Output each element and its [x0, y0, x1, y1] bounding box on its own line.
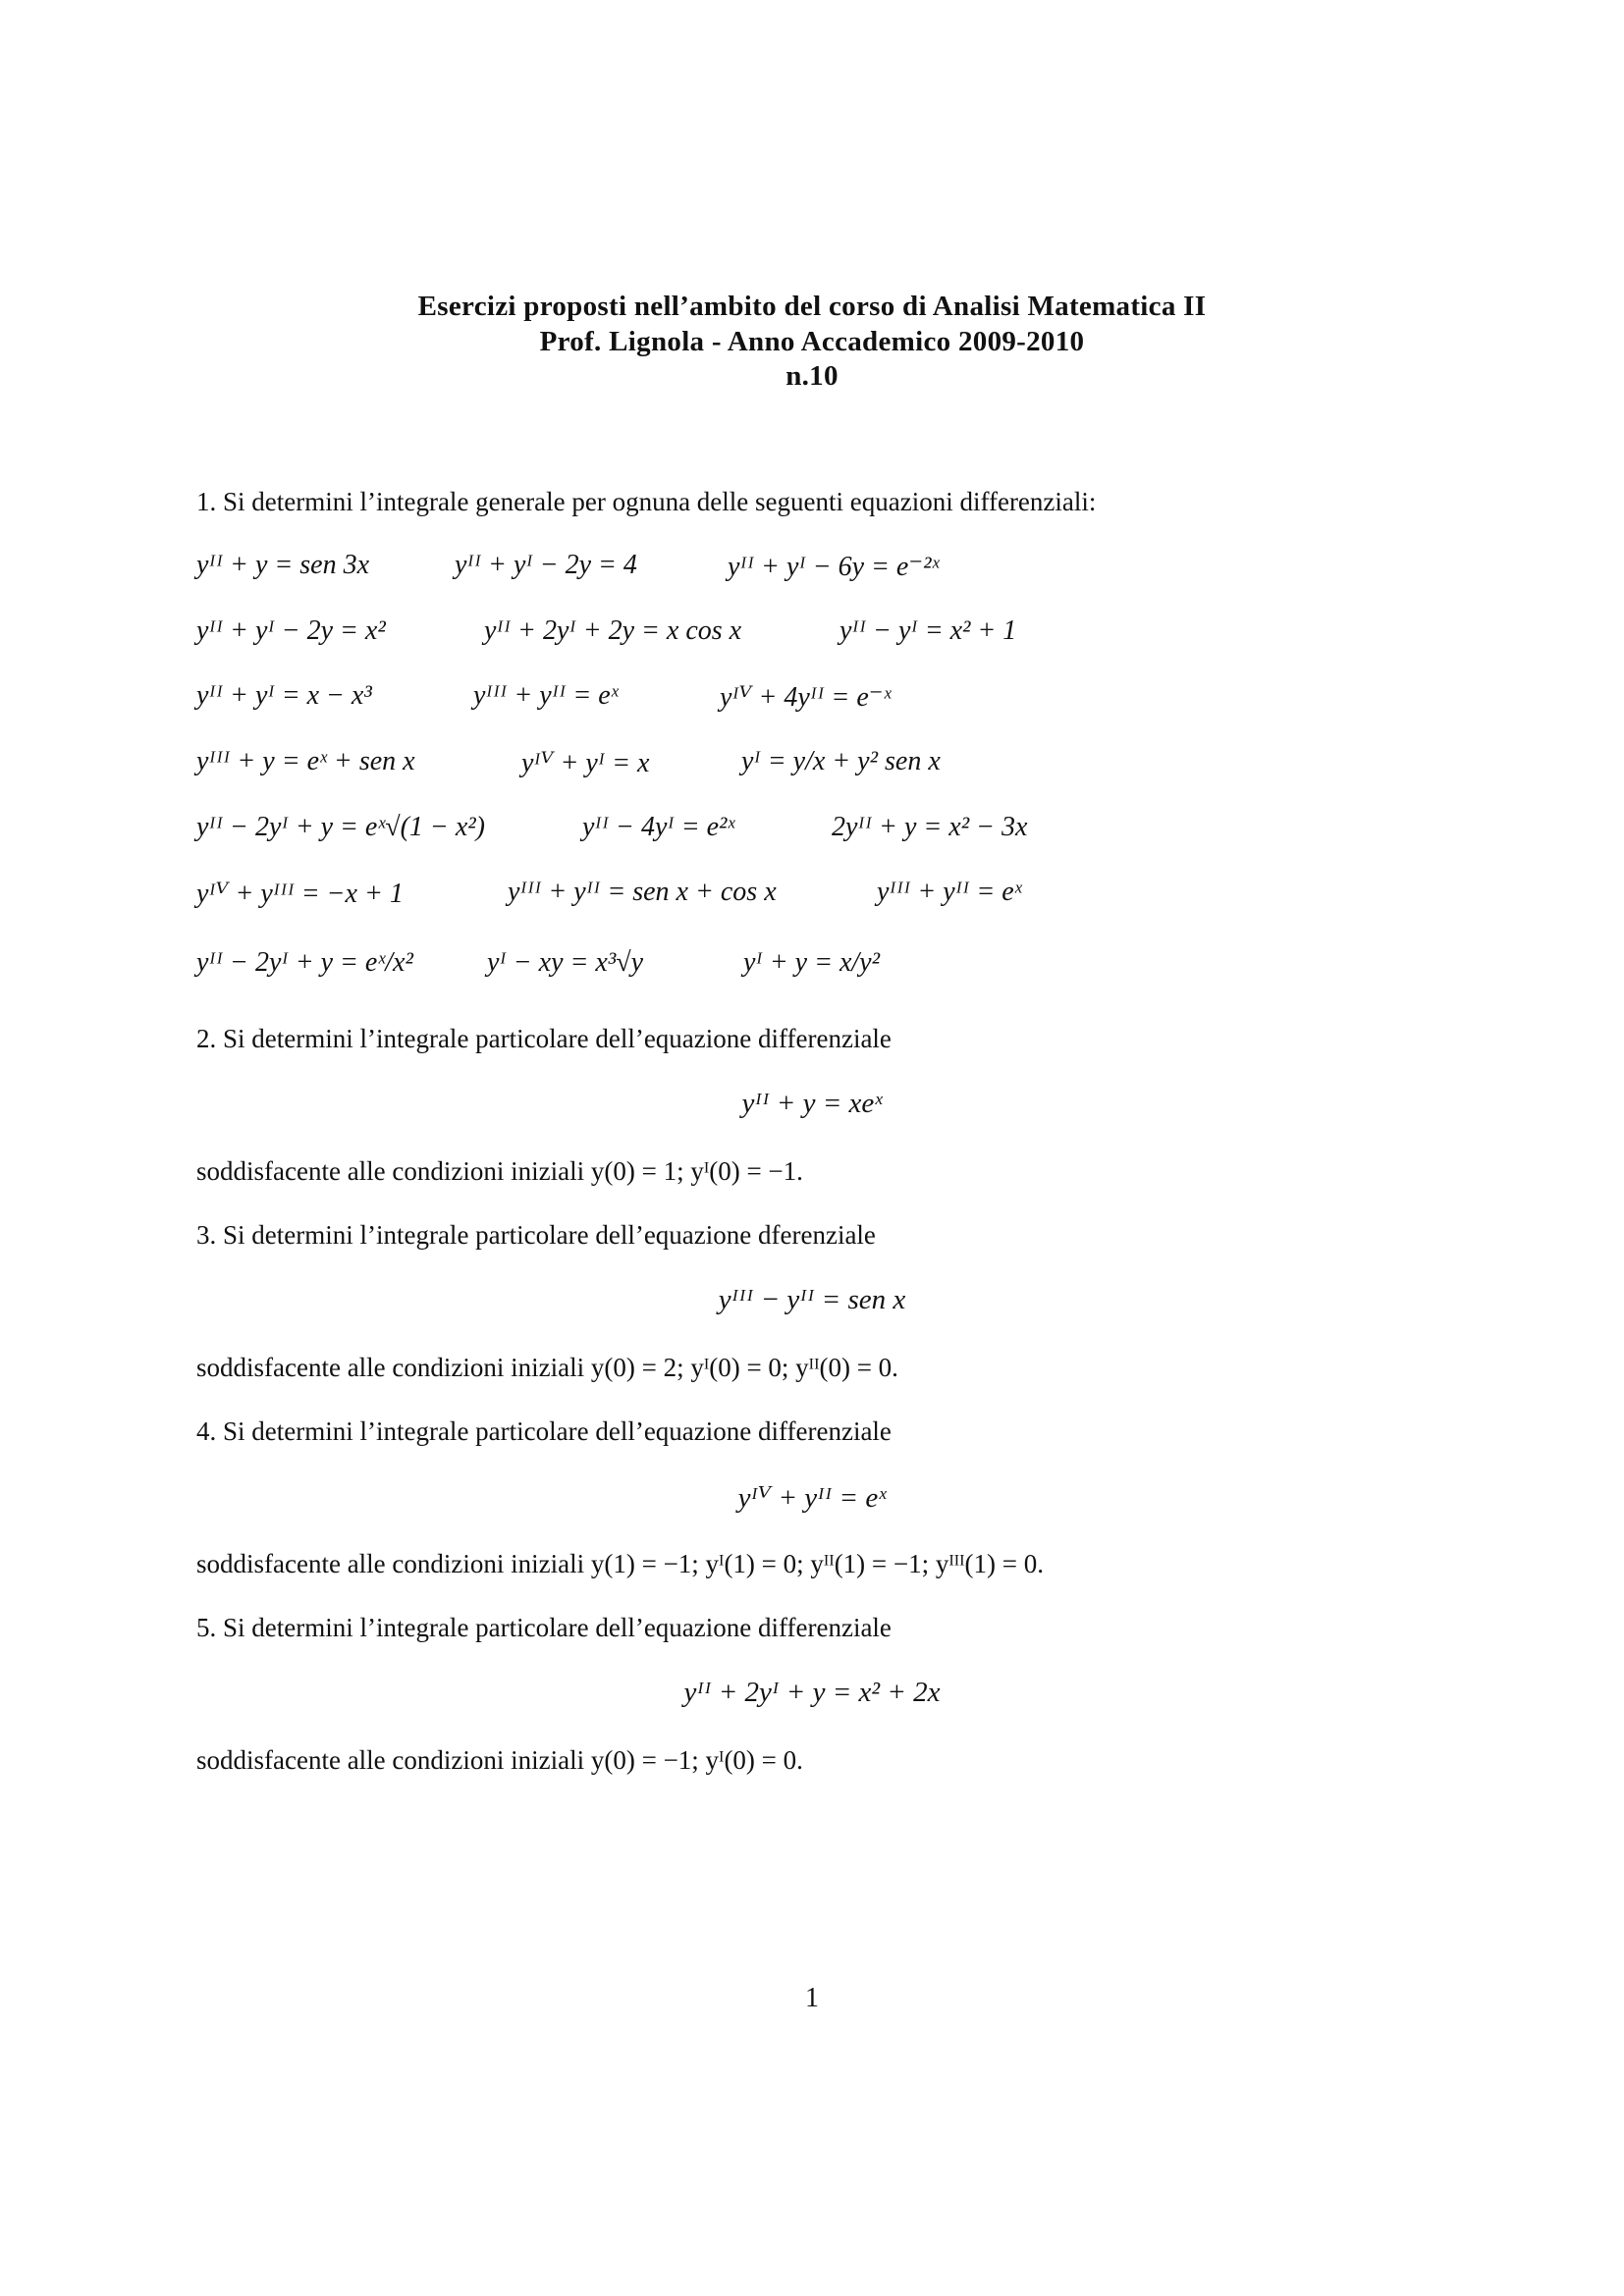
equation: yᴵⱽ + 4yᴵᴵ = e⁻ˣ: [720, 682, 892, 713]
equation: yᴵᴵ + yᴵ − 6y = e⁻²ˣ: [728, 552, 940, 582]
exercise-3-conditions: soddisfacente alle condizioni iniziali y(0) = 2; yᴵ(0) = 0; yᴵᴵ(0) = 0.: [196, 1353, 898, 1382]
exercise-5-prompt: 5. Si determini l’integrale particolare dell’equazione differenziale: [196, 1613, 892, 1642]
exercise-5-conditions: soddisfacente alle condizioni iniziali y(0) = −1; yᴵ(0) = 0.: [196, 1745, 803, 1775]
exercise-3-prompt: 3. Si determini l’integrale particolare dell’equazione dferenziale: [196, 1220, 876, 1250]
equation: yᴵᴵᴵ + yᴵᴵ = sen x + cos x: [508, 877, 777, 907]
exercise-3-equation: yᴵᴵᴵ − yᴵᴵ = sen x: [718, 1284, 906, 1315]
title-line-2: Prof. Lignola - Anno Accademico 2009-2010: [539, 326, 1085, 357]
exercise-2-equation: yᴵᴵ + y = xeˣ: [741, 1088, 883, 1119]
equation: 2yᴵᴵ + y = x² − 3x: [832, 812, 1028, 842]
equation: yᴵᴵ − 2yᴵ + y = eˣ/x²: [196, 947, 413, 978]
equation: yᴵⱽ + yᴵ = x: [521, 748, 650, 778]
equation: yᴵ + y = x/y²: [743, 947, 880, 978]
exercise-5-equation: yᴵᴵ + 2yᴵ + y = x² + 2x: [683, 1677, 941, 1708]
equation: yᴵᴵ − yᴵ = x² + 1: [839, 615, 1017, 646]
exercise-1-prompt: 1. Si determini l’integrale generale per ognuna delle seguenti equazioni differenziali:: [196, 487, 1097, 516]
equation: yᴵᴵ + yᴵ − 2y = 4: [455, 550, 637, 580]
equation: yᴵ = y/x + y² sen x: [741, 746, 941, 776]
equation: yᴵᴵᴵ + y = eˣ + sen x: [196, 746, 415, 776]
equation: yᴵᴵ + yᴵ = x − x³: [196, 680, 372, 711]
title-line-1: Esercizi proposti nell’ambito del corso di Analisi Matematica II: [417, 291, 1207, 322]
equation: yᴵᴵᴵ + yᴵᴵ = eˣ: [877, 877, 1022, 907]
page-number: 1: [805, 1983, 819, 2013]
equation: yᴵᴵ − 4yᴵ = e²ˣ: [582, 812, 735, 842]
equation: yᴵⱽ + yᴵᴵᴵ = −x + 1: [196, 879, 404, 909]
equation: yᴵᴵ + 2yᴵ + 2y = x cos x: [484, 615, 742, 646]
equation: yᴵᴵᴵ + yᴵᴵ = eˣ: [473, 680, 619, 711]
title-line-3: n.10: [785, 360, 839, 392]
equation: yᴵᴵ − 2yᴵ + y = eˣ√(1 − x²): [196, 812, 485, 842]
equation: yᴵᴵ + yᴵ − 2y = x²: [196, 615, 386, 646]
equation: yᴵᴵ + y = sen 3x: [196, 550, 370, 580]
exercise-4-prompt: 4. Si determini l’integrale particolare dell’equazione differenziale: [196, 1416, 892, 1446]
exercise-2-prompt: 2. Si determini l’integrale particolare dell’equazione differenziale: [196, 1024, 892, 1053]
exercise-4-conditions: soddisfacente alle condizioni iniziali y(1) = −1; yᴵ(1) = 0; yᴵᴵ(1) = −1; yᴵᴵᴵ(1) = 0.: [196, 1549, 1045, 1578]
equation: yᴵ − xy = x³√y: [487, 947, 644, 978]
exercise-4-equation: yᴵⱽ + yᴵᴵ = eˣ: [737, 1482, 887, 1514]
exercise-2-conditions: soddisfacente alle condizioni iniziali y(0) = 1; yᴵ(0) = −1.: [196, 1156, 803, 1186]
